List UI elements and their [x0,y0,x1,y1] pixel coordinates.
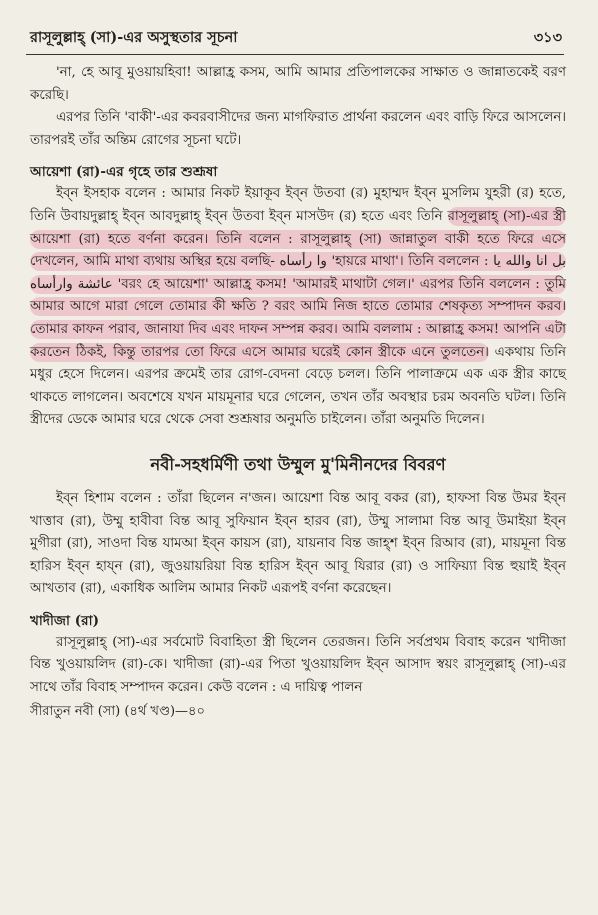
page-header [30,28,562,50]
aisha-rest-text: একথায় তিনি মধুর হেসে দিলেন। এরপর ক্রমেই তার রোগ-বেদনা বেড়ে চলল। তিনি পালাক্রমে এক এক স্ত্রীর কাছে থাকতে লাগলেন। অবশেষে যখন মায়মূনার ঘরে গেলেন, তখন তাঁর অবস্থার চরম অবনতি ঘটল। তিনি স্ত্রীদের ডেকে আমার ঘরে থেকে সেবা শুশ্রূষার অনুমতি চাইলেন। তাঁরা অনুমতি দিলেন। [30,344,566,428]
page-body [30,62,566,901]
paragraph: 'না, হে আবূ মুওয়ায়হিবা! আল্লাহ্র কসম, আমি আমার প্রতিপালকের সাক্ষাত ও জান্নাতকেই বরণ করেছি। [30,65,566,103]
subheading-khadija: খাদীজা (রা) [30,612,100,629]
aisha-intro-text: ইব্ন ইসহাক বলেন : আমার নিকট ইয়াকূব ইব্ন উতবা (র) মুহাম্মদ ইব্ন মুসলিম যুহরী (র) হতে, তিনি উবায়দুল্লাহ্ ইব্ন আবদুল্লাহ্ ইব্ন উতবা ইব্ন মাসউদ (র) হতে এবং তিনি [30,186,566,224]
paragraph-khadija: রাসূলুল্লাহ্ (সা)-এর সর্বমোট বিবাহিতা স্ত্রী ছিলেন তেরজন। তিনি সর্বপ্রথম বিবাহ করেন খাদীজা বিন্ত খুওয়ায়লিদ (রা)-কে। খাদীজা (রা)-এর পিতা খুওয়ায়লিদ ইব্ন আসাদ স্বয়ং রাসূলুল্লাহ্ (সা)-এর সাথে তাঁর বিবাহ সম্পাদন করেন। কেউ বলেন : এ দায়িত্ব পালন [30,634,566,696]
paragraph: এরপর তিনি 'বাকী'-এর কবরবাসীদের জন্য মাগফিরাত প্রার্থনা করলেন এবং বাড়ি ফিরে আসলেন। তারপরই তাঁর অন্তিম রোগের সূচনা ঘটে। [30,110,566,148]
paragraph-wives: ইব্ন হিশাম বলেন : তাঁরা ছিলেন ন'জন। আয়েশা বিন্ত আবূ বকর (রা), হাফসা বিন্ত উমর ইব্ন খাত্তাব (রা), উম্মু হাবীবা বিন্ত আবূ সুফিয়ান ইব্ন হারব (রা), উম্মু সালামা বিন্ত আবূ উমাইয়া ইব্ন মুগীরা (রা), সাওদা বিন্ত যামআ ইব্ন কায়স (রা), যায়নাব বিন্ত জাহ্শ ইব্ন রিআব (রা), মায়মূনা বিন্ত হারিস ইব্ন হায্ন (রা), জুওয়ায়রিয়া বিন্ত হারিস ইব্ন আবূ যিরার (রা) ও সাফিয়্যা বিন্ত হুয়াই ইব্ন আখতাব (রা), একাধিক আলিম আমার নিকট এরূপই বর্ণনা করেছেন। [30,490,566,597]
subheading-aisha: আয়েশা (রা)-এর গৃহে তার শুশ্রূষা [30,164,218,181]
highlighted-passage: রাসূলুল্লাহ্ (সা)-এর স্ত্রী আয়েশা (রা) হতে বর্ণনা করেন। তিনি বলেন : রাসূলুল্লাহ্ (সা) জান্নাতুল বাকী হতে ফিরে এসে দেখলেন, আমি মাথা ব্যথায় অস্থির হয়ে বলছি- وا رأساه 'হায়রে মাথা'। তিনি বললেন : بل انا والله يا عائشة وارأساه 'বরং হে আয়েশা' আল্লাহ্র কসম! 'আমারই মাথাটা গেল।' এরপর তিনি বললেন : তুমি আমার আগে মারা গেলে তোমার কী ক্ষতি ? বরং আমি নিজ হাতে তোমার শেষকৃত্য সম্পাদন করব। তোমার কাফন পরাব, জানাযা দিব এবং দাফন সম্পন্ন করব। আমি বললাম : আল্লাহ্র কসম! আপনি এটা করতেন ঠিকই, কিন্তু তারপর তো ফিরে এসে আমার ঘরেই কোন স্ত্রীকে এনে তুলতেন। [30,208,567,360]
page-number: ৩১৩ [533,29,562,46]
running-title: রাসূলুল্লাহ্ (সা)-এর অসুস্থতার সূচনা [30,29,238,46]
section-heading-wives: নবী-সহধর্মিণী তথা উম্মুল মু'মিনীনদের বিবরণ [150,454,446,474]
paragraph-aisha [30,183,566,432]
header-rule [26,54,564,55]
volume-signature: সীরাতুন নবী (সা) (৪র্থ খণ্ড)—৪০ [30,703,205,719]
